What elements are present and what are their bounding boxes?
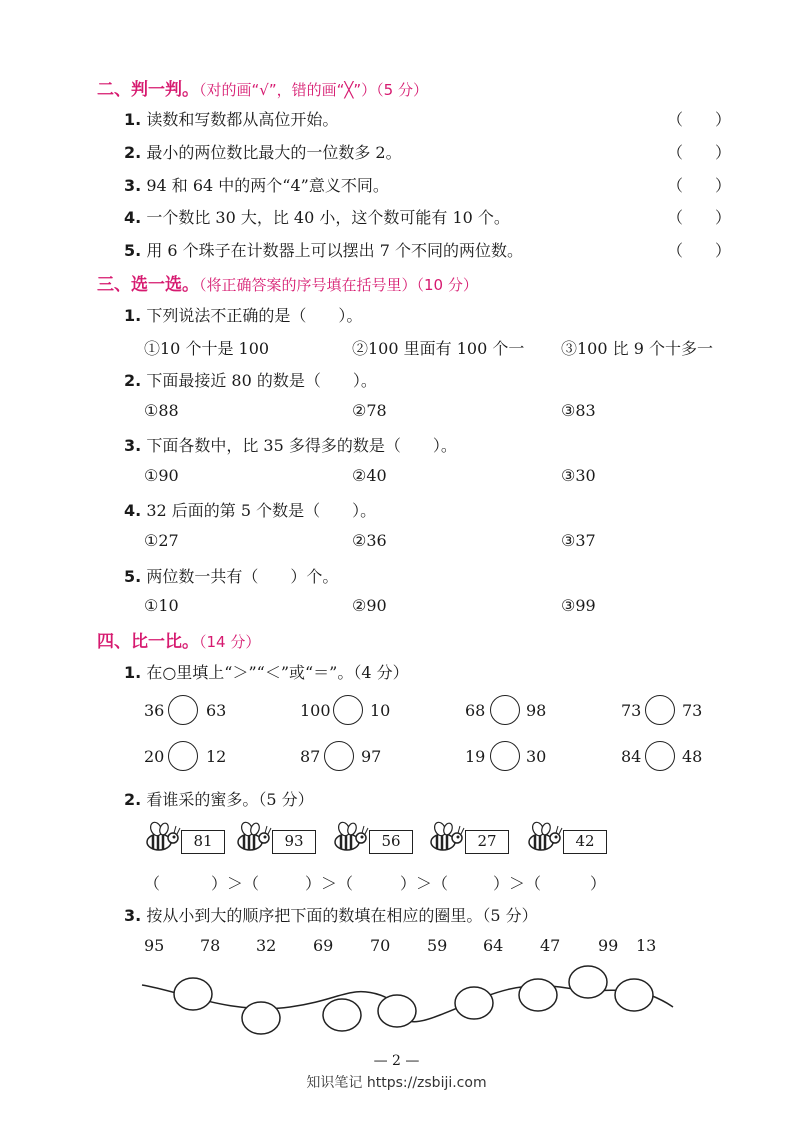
bead-circle-2[interactable] [242, 1002, 280, 1034]
compare-3-right: 98 [526, 701, 547, 720]
section2-note: （对的画“√”，错的画“╳”）（5 分） [199, 81, 428, 99]
sort-number-5: 70 [370, 936, 391, 955]
compare-5-left: 20 [144, 747, 165, 766]
s4-question-3 [124, 903, 538, 926]
bead-circle-3[interactable] [323, 999, 361, 1031]
s2-question-4 [124, 205, 510, 228]
s3-q5-text[interactable]: 两位数一共有（ ）个。 [146, 567, 339, 586]
bee-honey-box-1: 81 [181, 830, 225, 854]
compare-8-left: 84 [621, 747, 642, 766]
bee-icon [524, 820, 564, 860]
s3-q1-option-1: ①10 个十是 100 [144, 339, 270, 358]
s3-q5-option-2: ②90 [352, 596, 387, 615]
order-chain-gt-4: ）＞（ [493, 874, 542, 893]
bead-circle-7[interactable] [569, 966, 607, 998]
bead-circle-8[interactable] [615, 979, 653, 1011]
s2-question-2 [124, 140, 402, 163]
compare-8-right: 48 [682, 747, 703, 766]
order-chain-gt-2: ）＞（ [305, 874, 354, 893]
s2-q2-num: 2. [124, 143, 142, 162]
s4-q1-num: 1. [124, 663, 142, 682]
s3-question-3 [124, 433, 457, 456]
compare-1-left: 36 [144, 701, 165, 720]
s2-q5-num: 5. [124, 241, 142, 260]
bead-circle-4[interactable] [378, 995, 416, 1027]
compare-circle-1[interactable] [168, 695, 198, 725]
bee-icon [426, 820, 466, 860]
sort-number-8: 47 [540, 936, 561, 955]
s2-q1-answer-paren[interactable]: （ ） [667, 110, 732, 129]
s3-q5-option-1: ①10 [144, 596, 179, 615]
s3-q1-option-3: ③100 比 9 个十多一 [561, 339, 713, 358]
s4-q3-text: 按从小到大的顺序把下面的数填在相应的圈里。（5 分） [146, 906, 538, 925]
s4-question-2 [124, 787, 314, 810]
section3-title: 三、选一选。 [97, 275, 199, 295]
s2-q3-num: 3. [124, 176, 142, 195]
compare-circle-3[interactable] [490, 695, 520, 725]
section2-title: 二、判一判。 [97, 80, 199, 100]
order-chain-end: ） [590, 874, 607, 893]
s4-q1-text: 在○里填上“＞”“＜”或“＝”。（4 分） [146, 663, 409, 682]
s3-q3-text[interactable]: 下面各数中，比 35 多得多的数是（ ）。 [146, 436, 457, 455]
compare-2-right: 10 [370, 701, 391, 720]
compare-circle-2[interactable] [333, 695, 363, 725]
sort-number-7: 64 [483, 936, 504, 955]
bee-honey-box-4: 27 [465, 830, 509, 854]
bead-circle-1[interactable] [174, 978, 212, 1010]
sort-number-6: 59 [427, 936, 448, 955]
section4-title: 四、比一比。 [97, 632, 199, 652]
s2-q2-answer-paren[interactable]: （ ） [667, 143, 732, 162]
s3-q3-option-1: ①90 [144, 466, 179, 485]
s4-q2-text: 看谁采的蜜多。（5 分） [146, 790, 314, 809]
s3-q2-option-3: ③83 [561, 401, 596, 420]
s3-q1-option-2: ②100 里面有 100 个一 [352, 339, 525, 358]
section3-heading [97, 270, 478, 295]
bee-honey-box-3: 56 [369, 830, 413, 854]
s3-question-2 [124, 368, 377, 391]
s3-q2-text[interactable]: 下面最接近 80 的数是（ ）。 [146, 371, 377, 390]
bee-honey-box-5: 42 [563, 830, 607, 854]
section2-heading [97, 75, 428, 100]
compare-7-left: 19 [465, 747, 486, 766]
compare-circle-8[interactable] [645, 741, 675, 771]
s3-q5-option-3: ③99 [561, 596, 596, 615]
s3-question-1 [124, 303, 362, 326]
s3-q4-num: 4. [124, 501, 142, 520]
s3-q3-option-2: ②40 [352, 466, 387, 485]
compare-4-right: 73 [682, 701, 703, 720]
s2-q5-answer-paren[interactable]: （ ） [667, 241, 732, 260]
s2-q3-answer-paren[interactable]: （ ） [667, 176, 732, 195]
s2-q1-text: 读数和写数都从高位开始。 [146, 110, 339, 129]
s3-q4-option-2: ②36 [352, 531, 387, 550]
sort-number-9: 99 [598, 936, 619, 955]
compare-1-right: 63 [206, 701, 227, 720]
s3-q4-option-1: ①27 [144, 531, 179, 550]
s3-q5-num: 5. [124, 567, 142, 586]
compare-3-left: 68 [465, 701, 486, 720]
s3-q1-num: 1. [124, 306, 142, 325]
s3-q2-num: 2. [124, 371, 142, 390]
s2-q2-text: 最小的两位数比最大的一位数多 2。 [146, 143, 402, 162]
bee-honey-box-2: 93 [272, 830, 316, 854]
s2-question-1 [124, 107, 338, 130]
bee-icon [142, 820, 182, 860]
bead-string [140, 965, 680, 1040]
compare-7-right: 30 [526, 747, 547, 766]
compare-4-left: 73 [621, 701, 642, 720]
s3-q3-num: 3. [124, 436, 142, 455]
s3-q1-text[interactable]: 下列说法不正确的是（ ）。 [146, 306, 363, 325]
footer-site[interactable]: 知识笔记 https://zsbiji.com [306, 1075, 487, 1091]
section4-heading [97, 627, 260, 652]
s2-q1-num: 1. [124, 110, 142, 129]
order-chain-gt-3: ）＞（ [400, 874, 449, 893]
s2-q3-text: 94 和 64 中的两个“4”意义不同。 [146, 176, 389, 195]
s4-q2-num: 2. [124, 790, 142, 809]
compare-circle-7[interactable] [490, 741, 520, 771]
s3-q2-option-1: ①88 [144, 401, 179, 420]
compare-2-left: 100 [300, 701, 331, 720]
bee-icon [330, 820, 370, 860]
s3-q3-option-3: ③30 [561, 466, 596, 485]
s2-q5-text: 用 6 个珠子在计数器上可以摆出 7 个不同的两位数。 [146, 241, 524, 260]
s2-question-3 [124, 173, 389, 196]
compare-6-right: 97 [361, 747, 382, 766]
s4-q3-num: 3. [124, 906, 142, 925]
s3-q4-option-3: ③37 [561, 531, 596, 550]
s2-q4-num: 4. [124, 208, 142, 227]
sort-number-1: 95 [144, 936, 165, 955]
s3-q2-option-2: ②78 [352, 401, 387, 420]
s2-question-5 [124, 238, 523, 261]
s2-q4-answer-paren[interactable]: （ ） [667, 208, 732, 227]
s4-question-1 [124, 660, 409, 683]
compare-circle-4[interactable] [645, 695, 675, 725]
compare-circle-5[interactable] [168, 741, 198, 771]
sort-number-2: 78 [200, 936, 221, 955]
s3-question-5 [124, 564, 338, 587]
compare-5-right: 12 [206, 747, 227, 766]
sort-number-4: 69 [313, 936, 334, 955]
page-number: — 2 — [373, 1053, 420, 1069]
sort-number-3: 32 [256, 936, 277, 955]
order-chain-gt-1: ）＞（ [211, 874, 260, 893]
sort-number-10: 13 [636, 936, 657, 955]
compare-circle-6[interactable] [324, 741, 354, 771]
bead-circle-5[interactable] [455, 987, 493, 1019]
s2-q4-text: 一个数比 30 大，比 40 小，这个数可能有 10 个。 [146, 208, 510, 227]
bee-icon [233, 820, 273, 860]
s3-q4-text[interactable]: 32 后面的第 5 个数是（ ）。 [146, 501, 377, 520]
section3-note: （将正确答案的序号填在括号里）（10 分） [199, 276, 478, 294]
order-chain-start: （ [144, 874, 161, 893]
compare-6-left: 87 [300, 747, 321, 766]
s3-question-4 [124, 498, 376, 521]
section4-note: （14 分） [199, 633, 261, 651]
bead-circle-6[interactable] [519, 979, 557, 1011]
